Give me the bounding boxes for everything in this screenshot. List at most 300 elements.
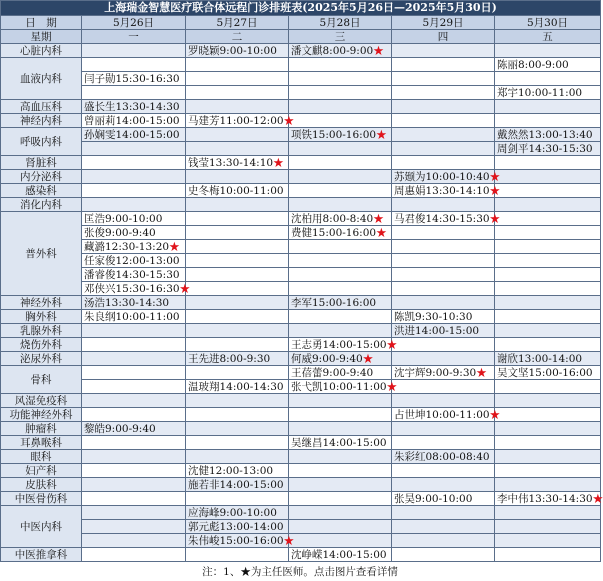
schedule-cell[interactable]: [186, 464, 289, 478]
schedule-cell[interactable]: [289, 212, 392, 226]
schedule-cell[interactable]: [186, 506, 289, 520]
chief-physician-star-icon: ★: [179, 282, 191, 295]
weekday-label: 星期: [1, 30, 82, 44]
department-cell: 消化内科: [1, 198, 82, 212]
schedule-row: [1, 548, 601, 562]
schedule-row: [1, 86, 601, 100]
schedule-cell: [289, 268, 392, 282]
department-cell: 神经外科: [1, 296, 82, 310]
schedule-row: [1, 408, 601, 422]
schedule-cell[interactable]: [82, 100, 186, 114]
schedule-cell: [495, 296, 601, 310]
schedule-cell: [82, 86, 186, 100]
schedule-cell: [495, 478, 601, 492]
department-cell: 骨科: [1, 366, 82, 394]
doctor-slot[interactable]: 罗晓颖9:00-10:00: [188, 44, 277, 57]
chief-physician-star-icon: ★: [476, 366, 487, 379]
doctor-slot[interactable]: 苏颋为10:00-10:40: [394, 170, 490, 183]
schedule-row: [1, 212, 601, 226]
schedule-cell[interactable]: [392, 450, 495, 464]
schedule-cell: [495, 422, 601, 436]
date-header: 5月28日: [289, 16, 392, 30]
schedule-cell: [289, 492, 392, 506]
schedule-cell: [495, 506, 601, 520]
department-cell: 肾脏科: [1, 156, 82, 170]
schedule-cell: [495, 380, 601, 394]
schedule-row: [1, 506, 601, 520]
doctor-slot[interactable]: 周剑平14:30-15:30: [497, 142, 593, 155]
schedule-cell[interactable]: [289, 338, 398, 352]
schedule-cell: [392, 128, 495, 142]
doctor-slot[interactable]: 盛长生13:30-14:30: [84, 100, 180, 113]
schedule-cell: [186, 436, 289, 450]
schedule-cell[interactable]: [289, 548, 392, 562]
department-cell: 皮肤科: [1, 478, 82, 492]
schedule-cell: [495, 184, 601, 198]
schedule-cell: [82, 44, 186, 58]
department-cell: 高血压科: [1, 100, 82, 114]
schedule-cell: [186, 170, 289, 184]
schedule-cell: [495, 198, 601, 212]
schedule-cell: [82, 436, 186, 450]
doctor-slot[interactable]: 郭元彪13:00-14:00: [188, 520, 284, 533]
schedule-cell: [186, 338, 289, 352]
chief-physician-star-icon: ★: [376, 128, 387, 141]
schedule-row: [1, 324, 601, 338]
doctor-slot[interactable]: 温玻翔14:00-14:30: [188, 380, 284, 393]
schedule-cell[interactable]: [495, 58, 601, 72]
schedule-cell[interactable]: [289, 352, 392, 366]
doctor-slot[interactable]: 马君俊14:30-15:30: [394, 212, 490, 225]
schedule-cell[interactable]: [186, 534, 295, 548]
schedule-cell: [82, 534, 186, 548]
doctor-slot[interactable]: 张俊9:00-9:40: [84, 226, 156, 239]
schedule-cell[interactable]: [495, 366, 601, 380]
weekday-header: 二: [186, 30, 289, 44]
doctor-slot[interactable]: 朱彩红08:00-08:40: [394, 450, 490, 463]
schedule-cell: [495, 324, 601, 338]
schedule-cell: [392, 464, 495, 478]
doctor-slot[interactable]: 任家俊12:00-13:00: [84, 254, 180, 267]
schedule-cell[interactable]: [392, 366, 495, 380]
schedule-cell[interactable]: [82, 282, 191, 296]
schedule-cell[interactable]: [186, 114, 295, 128]
doctor-slot[interactable]: 李军15:00-16:00: [291, 296, 377, 309]
doctor-slot[interactable]: 匡浩9:00-10:00: [84, 212, 163, 225]
schedule-row: [1, 142, 601, 156]
schedule-cell: [186, 142, 289, 156]
schedule-cell[interactable]: [186, 156, 289, 170]
schedule-cell: [495, 100, 601, 114]
schedule-cell: [392, 436, 495, 450]
schedule-cell: [392, 100, 495, 114]
schedule-cell: [289, 422, 392, 436]
schedule-row: [1, 282, 601, 296]
schedule-cell: [289, 394, 392, 408]
schedule-cell: [392, 296, 495, 310]
schedule-cell[interactable]: [392, 184, 501, 198]
schedule-cell: [392, 548, 495, 562]
doctor-slot[interactable]: 张昊9:00-10:00: [394, 492, 473, 505]
schedule-cell: [186, 296, 289, 310]
schedule-row: [1, 156, 601, 170]
schedule-cell[interactable]: [289, 226, 392, 240]
schedule-cell: [495, 226, 601, 240]
schedule-cell[interactable]: [82, 310, 186, 324]
department-cell: 风湿免疫科: [1, 394, 82, 408]
doctor-slot[interactable]: 朱良纲10:00-11:00: [84, 310, 180, 323]
schedule-row: [1, 450, 601, 464]
schedule-row: [1, 422, 601, 436]
schedule-cell: [495, 464, 601, 478]
schedule-cell: [289, 86, 392, 100]
chief-physician-star-icon: ★: [283, 534, 295, 547]
department-cell: 心脏内科: [1, 44, 82, 58]
schedule-cell: [495, 114, 601, 128]
schedule-row: [1, 184, 601, 198]
schedule-cell: [392, 58, 495, 72]
schedule-cell: [392, 422, 495, 436]
schedule-cell[interactable]: [495, 352, 601, 366]
doctor-slot[interactable]: 谢欣13:00-14:00: [497, 352, 583, 365]
department-cell: 中医推拿科: [1, 548, 82, 562]
schedule-cell[interactable]: [82, 240, 186, 254]
doctor-slot[interactable]: 陈丽8:00-9:00: [497, 58, 569, 71]
schedule-cell: [495, 212, 601, 226]
schedule-row: [1, 198, 601, 212]
schedule-cell[interactable]: [82, 296, 186, 310]
doctor-slot[interactable]: 应海峰9:00-10:00: [188, 506, 277, 519]
schedule-row: [1, 380, 601, 394]
doctor-slot[interactable]: 王蓓蕾9:00-9:40: [291, 366, 374, 379]
schedule-cell: [82, 338, 186, 352]
schedule-row: [1, 534, 601, 548]
chief-physician-star-icon: ★: [376, 226, 387, 239]
schedule-cell: [392, 282, 495, 296]
doctor-slot[interactable]: 张弋凯10:00-11:00: [291, 380, 387, 393]
schedule-cell[interactable]: [186, 380, 289, 394]
schedule-cell: [289, 170, 392, 184]
schedule-cell: [495, 170, 601, 184]
schedule-cell: [186, 268, 289, 282]
schedule-cell: [495, 436, 601, 450]
schedule-cell: [392, 254, 495, 268]
department-cell: 烧伤外科: [1, 338, 82, 352]
department-cell: 胸外科: [1, 310, 82, 324]
schedule-cell: [82, 156, 186, 170]
schedule-cell[interactable]: [392, 408, 501, 422]
schedule-cell[interactable]: [82, 212, 186, 226]
schedule-cell[interactable]: [495, 142, 601, 156]
doctor-slot[interactable]: 曾丽莉14:00-15:00: [84, 114, 180, 127]
doctor-slot[interactable]: 吴继昌14:00-15:00: [291, 436, 387, 449]
schedule-row: [1, 114, 601, 128]
weekday-header: 三: [289, 30, 392, 44]
schedule-cell: [289, 198, 392, 212]
schedule-cell: [82, 464, 186, 478]
schedule-cell: [186, 422, 289, 436]
chief-physician-star-icon: ★: [592, 492, 603, 505]
chief-physician-star-icon: ★: [373, 44, 384, 57]
schedule-cell: [82, 352, 186, 366]
schedule-cell: [392, 394, 495, 408]
date-header: 5月29日: [392, 16, 495, 30]
schedule-row: [1, 352, 601, 366]
date-header: 5月26日: [82, 16, 186, 30]
schedule-cell: [186, 128, 289, 142]
schedule-cell: [289, 282, 392, 296]
doctor-slot[interactable]: 陈凯9:30-10:30: [394, 310, 473, 323]
schedule-cell[interactable]: [82, 128, 186, 142]
department-cell: 神经内科: [1, 114, 82, 128]
doctor-slot[interactable]: 史冬梅10:00-11:00: [188, 184, 284, 197]
schedule-cell[interactable]: [392, 492, 495, 506]
schedule-cell: [82, 366, 186, 380]
schedule-cell: [82, 478, 186, 492]
schedule-cell[interactable]: [82, 422, 186, 436]
schedule-row: [1, 436, 601, 450]
doctor-slot[interactable]: 马建芳11:00-12:00: [188, 114, 284, 127]
schedule-cell: [495, 72, 601, 86]
schedule-cell: [186, 408, 289, 422]
schedule-row: [1, 254, 601, 268]
schedule-cell: [495, 338, 601, 352]
date-header: 5月30日: [495, 16, 601, 30]
weekday-header: 四: [392, 30, 495, 44]
schedule-row: [1, 44, 601, 58]
schedule-cell: [82, 170, 186, 184]
doctor-slot[interactable]: 李中伟13:30-14:30: [497, 492, 593, 505]
department-cell: 泌尿外科: [1, 352, 82, 366]
schedule-cell[interactable]: [289, 44, 392, 58]
department-cell: 肿瘤科: [1, 422, 82, 436]
schedule-cell: [289, 464, 392, 478]
schedule-cell[interactable]: [495, 86, 601, 100]
chief-physician-star-icon: ★: [489, 184, 501, 197]
schedule-cell: [289, 114, 392, 128]
schedule-cell: [392, 198, 495, 212]
schedule-cell: [392, 156, 495, 170]
schedule-cell: [495, 548, 601, 562]
schedule-cell: [186, 310, 289, 324]
schedule-cell[interactable]: [82, 72, 186, 86]
schedule-cell: [82, 492, 186, 506]
department-cell: 呼吸内科: [1, 128, 82, 156]
schedule-cell[interactable]: [186, 352, 289, 366]
schedule-row: [1, 170, 601, 184]
schedule-row: [1, 128, 601, 142]
doctor-slot[interactable]: 沈峥嵘14:00-15:00: [291, 548, 387, 561]
schedule-cell: [495, 450, 601, 464]
schedule-row: [1, 520, 601, 534]
schedule-cell: [289, 534, 392, 548]
schedule-row: [1, 394, 601, 408]
doctor-slot[interactable]: 孙娴雯14:00-15:00: [84, 128, 180, 141]
schedule-cell[interactable]: [186, 520, 289, 534]
footnote: 注：1、★为主任医师。点击图片查看详情: [202, 566, 398, 578]
schedule-cell[interactable]: [289, 436, 392, 450]
schedule-cell: [186, 548, 289, 562]
doctor-slot[interactable]: 藏潞12:30-13:20: [84, 240, 170, 253]
schedule-cell[interactable]: [82, 114, 186, 128]
doctor-slot[interactable]: 闫子勋15:30-16:30: [84, 72, 180, 85]
table-title: 上海瑞金智慧医疗联合体远程门诊排班表(2025年5月26日—2025年5月30日): [1, 1, 601, 16]
schedule-cell: [495, 394, 601, 408]
schedule-cell[interactable]: [289, 380, 398, 394]
schedule-cell: [392, 338, 495, 352]
schedule-cell: [289, 254, 392, 268]
weekday-header: 五: [495, 30, 601, 44]
schedule-cell: [495, 282, 601, 296]
schedule-cell: [82, 506, 186, 520]
doctor-slot[interactable]: 项铁15:00-16:00: [291, 128, 377, 141]
schedule-cell[interactable]: [495, 128, 601, 142]
schedule-cell[interactable]: [392, 324, 495, 338]
schedule-row: [1, 492, 601, 506]
schedule-cell: [392, 142, 495, 156]
schedule-row: [1, 338, 601, 352]
schedule-cell[interactable]: [82, 268, 186, 282]
doctor-slot[interactable]: 王先进8:00-9:30: [188, 352, 271, 365]
doctor-slot[interactable]: 黎皓9:00-9:40: [84, 422, 156, 435]
doctor-slot[interactable]: 沈健12:00-13:00: [188, 464, 274, 477]
department-cell: 乳腺外科: [1, 324, 82, 338]
chief-physician-star-icon: ★: [169, 240, 180, 253]
schedule-row: [1, 464, 601, 478]
doctor-slot[interactable]: 戴然然13:00-13:40: [497, 128, 593, 141]
schedule-cell: [495, 408, 601, 422]
doctor-slot[interactable]: 周惠娟13:30-14:10: [394, 184, 490, 197]
schedule-cell[interactable]: [82, 254, 186, 268]
schedule-cell: [289, 478, 392, 492]
schedule-row: [1, 72, 601, 86]
schedule-cell: [392, 44, 495, 58]
doctor-slot[interactable]: 施若非14:00-15:00: [188, 478, 284, 491]
schedule-row: [1, 366, 601, 380]
schedule-row: [1, 296, 601, 310]
schedule-cell[interactable]: [289, 366, 392, 380]
schedule-row: [1, 58, 601, 72]
doctor-slot[interactable]: 何威9:00-9:40: [291, 352, 363, 365]
schedule-cell: [495, 156, 601, 170]
schedule-cell: [186, 450, 289, 464]
department-cell: 中医骨伤科: [1, 492, 82, 506]
schedule-row: [1, 478, 601, 492]
schedule-cell: [289, 100, 392, 114]
chief-physician-star-icon: ★: [489, 170, 501, 183]
doctor-slot[interactable]: 沈柏用8:00-8:40: [291, 212, 374, 225]
doctor-slot[interactable]: 郑宇10:00-11:00: [497, 86, 583, 99]
schedule-cell: [392, 506, 495, 520]
schedule-cell: [186, 240, 289, 254]
schedule-cell: [186, 282, 289, 296]
doctor-slot[interactable]: 占世坤10:00-11:00: [394, 408, 490, 421]
schedule-cell: [186, 226, 289, 240]
schedule-cell[interactable]: [495, 492, 601, 506]
department-cell: 中医内科: [1, 506, 82, 548]
schedule-cell[interactable]: [186, 478, 289, 492]
schedule-cell: [186, 100, 289, 114]
doctor-slot[interactable]: 钱莹13:30-14:10: [188, 156, 274, 169]
schedule-cell: [392, 86, 495, 100]
doctor-slot[interactable]: 王志勇14:00-15:00: [291, 338, 387, 351]
schedule-cell: [186, 198, 289, 212]
schedule-cell: [495, 240, 601, 254]
schedule-cell: [289, 450, 392, 464]
doctor-slot[interactable]: 吴文坚15:00-16:00: [497, 366, 593, 379]
schedule-cell: [186, 212, 289, 226]
schedule-cell: [82, 324, 186, 338]
schedule-cell: [186, 394, 289, 408]
chief-physician-star-icon: ★: [489, 408, 501, 421]
schedule-cell[interactable]: [186, 44, 289, 58]
schedule-cell: [82, 380, 186, 394]
schedule-cell: [186, 366, 289, 380]
schedule-cell: [82, 142, 186, 156]
chief-physician-star-icon: ★: [386, 338, 398, 351]
chief-physician-star-icon: ★: [489, 212, 501, 225]
schedule-cell: [186, 324, 289, 338]
schedule-cell: [186, 492, 289, 506]
doctor-slot[interactable]: 汤浩13:30-14:30: [84, 296, 170, 309]
chief-physician-star-icon: ★: [362, 352, 374, 365]
schedule-cell: [82, 58, 186, 72]
schedule-cell: [495, 268, 601, 282]
schedule-cell[interactable]: [289, 296, 392, 310]
schedule-cell: [289, 58, 392, 72]
schedule-cell: [289, 310, 392, 324]
schedule-cell: [392, 114, 495, 128]
schedule-cell: [186, 254, 289, 268]
schedule-cell: [82, 184, 186, 198]
doctor-slot[interactable]: 费健15:00-16:00: [291, 226, 377, 239]
schedule-row: [1, 310, 601, 324]
schedule-cell[interactable]: [289, 128, 392, 142]
schedule-cell: [289, 156, 392, 170]
schedule-cell: [82, 450, 186, 464]
schedule-cell: [392, 226, 495, 240]
doctor-slot[interactable]: 沈宇辉9:00-9:30: [394, 366, 477, 379]
date-label: 日 期: [1, 16, 82, 30]
schedule-cell: [289, 240, 392, 254]
doctor-slot[interactable]: 潘文麒8:00-9:00: [291, 44, 374, 57]
schedule-cell: [289, 506, 392, 520]
chief-physician-star-icon: ★: [386, 380, 398, 393]
schedule-cell[interactable]: [392, 212, 501, 226]
schedule-cell[interactable]: [392, 170, 501, 184]
schedule-cell[interactable]: [186, 184, 289, 198]
schedule-cell: [82, 394, 186, 408]
schedule-row: [1, 240, 601, 254]
schedule-cell: [392, 380, 495, 394]
schedule-cell: [495, 310, 601, 324]
doctor-slot[interactable]: 潘睿俊14:30-15:30: [84, 268, 180, 281]
schedule-cell: [289, 184, 392, 198]
chief-physician-star-icon: ★: [273, 156, 284, 169]
schedule-cell: [392, 520, 495, 534]
schedule-cell[interactable]: [392, 310, 495, 324]
schedule-cell: [82, 408, 186, 422]
schedule-row: [1, 100, 601, 114]
schedule-cell: [289, 520, 392, 534]
doctor-slot[interactable]: 洪进14:00-15:00: [394, 324, 480, 337]
doctor-slot[interactable]: 邓侠兴15:30-16:30: [84, 282, 180, 295]
schedule-cell: [289, 72, 392, 86]
schedule-cell: [289, 408, 392, 422]
schedule-cell: [392, 240, 495, 254]
schedule-cell[interactable]: [82, 226, 186, 240]
doctor-slot[interactable]: 朱伟峻15:00-16:00: [188, 534, 284, 547]
